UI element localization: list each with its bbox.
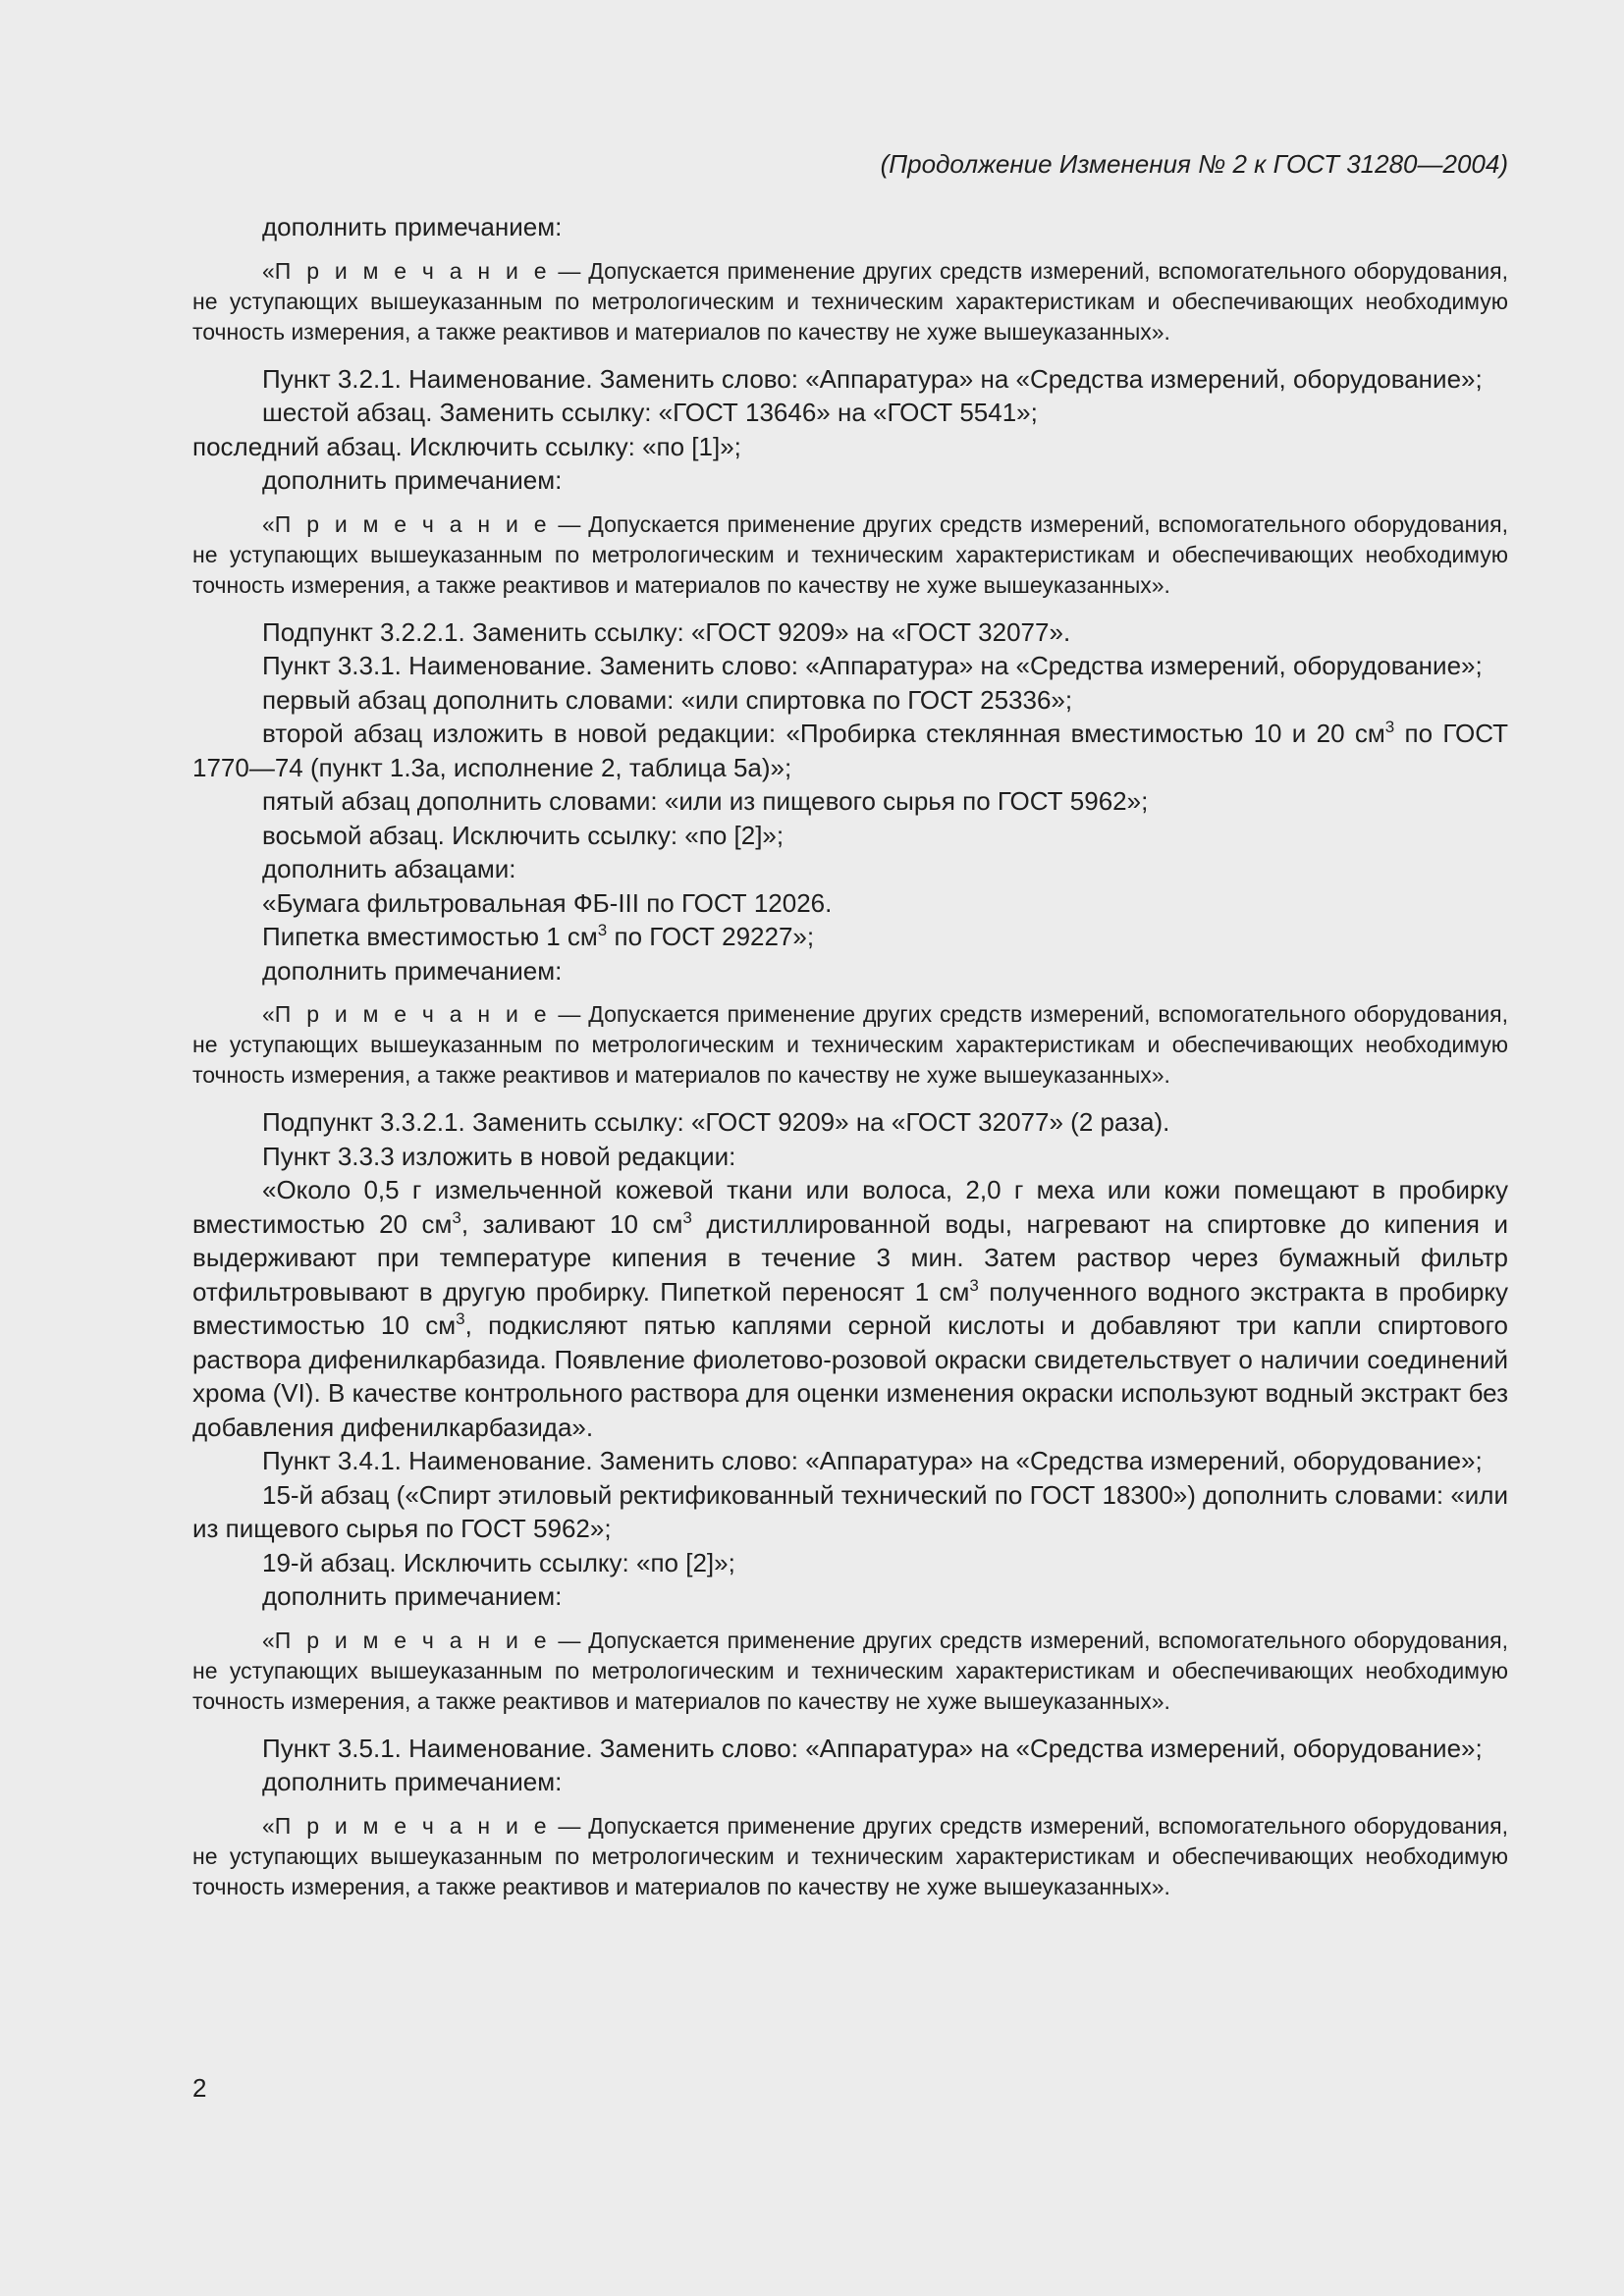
paragraph: дополнить примечанием: xyxy=(262,955,563,986)
paragraph: пятый абзац дополнить словами: «или из пищевого сырья по ГОСТ 5962»; xyxy=(262,786,1149,816)
text-span: Пипетка вместимостью 1 см xyxy=(262,922,598,951)
note: «П р и м е ч а н и е — Допускается применение других средств измерений, вспомогательного оборудования, не уступающих вышеуказанным по метрологическим и техническим характеристикам и обеспечивающих необходимую точность измерения, а также реактивов и материалов по качеству не хуже вышеуказанных». xyxy=(192,257,1508,345)
paragraph: Пункт 3.3.1. Наименование. Заменить слово: «Аппаратура» на «Средства измерений, оборудование»; xyxy=(262,651,1483,680)
note: «П р и м е ч а н и е — Допускается применение других средств измерений, вспомогательного оборудования, не уступающих вышеуказанным по метрологическим и техническим характеристикам и обеспечивающих необходимую точность измерения, а также реактивов и материалов по качеству не хуже вышеуказанных». xyxy=(192,510,1508,598)
text-span: «Около 0,5 г измельченной кожевой ткани или волоса, 2,0 г меха или кожи помещают в пробирку вместимостью 20 см xyxy=(192,1175,1508,1239)
paragraph: Пункт 3.3.3 изложить в новой редакции: xyxy=(262,1141,736,1171)
paragraph xyxy=(192,1173,1508,1444)
note-label: П р и м е ч а н и е xyxy=(274,510,551,537)
text-span: второй абзац изложить в новой редакции: «Пробирка стеклянная вместимостью 10 и 20 см xyxy=(262,719,1385,748)
paragraph: Пункт 3.2.1. Наименование. Заменить слово: «Аппаратура» на «Средства измерений, оборудование»; xyxy=(262,363,1483,394)
superscript: 3 xyxy=(597,921,608,939)
note-text: — Допускается применение других средств измерений, вспомогательного оборудования, не уступающих вышеуказанным по метрологическим и техническим характеристикам и обеспечивающих необходимую точность измерения, а также реактивов и материалов по качеству не хуже вышеуказанных». xyxy=(192,1812,1508,1899)
note-label: П р и м е ч а н и е xyxy=(274,1812,551,1839)
superscript: 3 xyxy=(1384,718,1395,736)
superscript: 3 xyxy=(682,1207,692,1227)
note-text: — Допускается применение других средств измерений, вспомогательного оборудования, не уступающих вышеуказанным по метрологическим и техническим характеристикам и обеспечивающих необходимую точность измерения, а также реактивов и материалов по качеству не хуже вышеуказанных». xyxy=(192,1627,1508,1714)
note-text: — Допускается применение других средств измерений, вспомогательного оборудования, не уступающих вышеуказанным по метрологическим и техническим характеристикам и обеспечивающих необходимую точность измерения, а также реактивов и материалов по качеству не хуже вышеуказанных». xyxy=(192,1001,1508,1088)
note: «П р и м е ч а н и е — Допускается применение других средств измерений, вспомогательного оборудования, не уступающих вышеуказанным по метрологическим и техническим характеристикам и обеспечивающих необходимую точность измерения, а также реактивов и материалов по качеству не хуже вышеуказанных». xyxy=(192,1627,1508,1714)
paragraph: последний абзац. Исключить ссылку: «по [1]»; xyxy=(192,431,741,461)
text-span: полученного водного экстракта в пробирку вместимостью 10 см xyxy=(192,1276,1508,1340)
paragraph: дополнить примечанием: xyxy=(262,1581,563,1611)
note: «П р и м е ч а н и е — Допускается применение других средств измерений, вспомогательного оборудования, не уступающих вышеуказанным по метрологическим и техническим характеристикам и обеспечивающих необходимую точность измерения, а также реактивов и материалов по качеству не хуже вышеуказанных». xyxy=(192,1812,1508,1899)
page-header: (Продолжение Изменения № 2 к ГОСТ 31280—2004) xyxy=(880,149,1508,179)
note: «П р и м е ч а н и е — Допускается применение других средств измерений, вспомогательного оборудования, не уступающих вышеуказанным по метрологическим и техническим характеристикам и обеспечивающих необходимую точность измерения, а также реактивов и материалов по качеству не хуже вышеуказанных». xyxy=(192,1001,1508,1088)
superscript: 3 xyxy=(969,1275,979,1295)
paragraph: дополнить примечанием: xyxy=(262,465,563,495)
paragraph: дополнить абзацами: xyxy=(262,854,516,883)
superscript: 3 xyxy=(456,1309,465,1328)
note-text: — Допускается применение других средств измерений, вспомогательного оборудования, не уступающих вышеуказанным по метрологическим и техническим характеристикам и обеспечивающих необходимую точность измерения, а также реактивов и материалов по качеству не хуже вышеуказанных». xyxy=(192,257,1508,345)
paragraph: 19-й абзац. Исключить ссылку: «по [2]»; xyxy=(262,1547,735,1577)
text-span: дистиллированной воды, нагревают на спиртовке до кипения и выдерживают при температуре кипения в течение 3 мин. Затем раствор через бумажный фильтр отфильтровывают в другую пробирку. Пипеткой переносят 1 см xyxy=(192,1208,1508,1307)
text-span: , подкисляют пятью каплями серной кислоты и добавляют три капли спиртового раствора дифенилкарбазида. Появление фиолетово-розовой окраски свидетельствует о наличии соединений хрома (VI). В качестве контрольного раствора для оценки изменения окраски используют водный экстракт без добавления дифенилкарбазида». xyxy=(192,1310,1509,1442)
note-label: П р и м е ч а н и е xyxy=(274,257,551,284)
text-span: , заливают 10 см xyxy=(460,1208,683,1239)
superscript: 3 xyxy=(452,1207,461,1227)
paragraph: Пункт 3.4.1. Наименование. Заменить слово: «Аппаратура» на «Средства измерений, оборудование»; xyxy=(262,1446,1483,1475)
note-label: П р и м е ч а н и е xyxy=(274,1627,551,1653)
paragraph: восьмой абзац. Исключить ссылку: «по [2]»; xyxy=(262,820,785,850)
paragraph xyxy=(192,717,1508,784)
paragraph: дополнить примечанием: xyxy=(262,1767,563,1796)
paragraph: «Бумага фильтровальная ФБ-III по ГОСТ 12026. xyxy=(262,887,833,918)
paragraph: первый абзац дополнить словами: «или спиртовка по ГОСТ 25336»; xyxy=(262,684,1073,715)
paragraph: Пункт 3.5.1. Наименование. Заменить слово: «Аппаратура» на «Средства измерений, оборудование»; xyxy=(262,1733,1483,1763)
text-span: по ГОСТ 29227»; xyxy=(607,922,815,951)
note-text: — Допускается применение других средств измерений, вспомогательного оборудования, не уступающих вышеуказанным по метрологическим и техническим характеристикам и обеспечивающих необходимую точность измерения, а также реактивов и материалов по качеству не хуже вышеуказанных». xyxy=(192,510,1508,598)
paragraph: 15-й абзац («Спирт этиловый ректификованный технический по ГОСТ 18300») дополнить словами: «или из пищевого сырья по ГОСТ 5962»; xyxy=(192,1479,1508,1543)
paragraph: шестой абзац. Заменить ссылку: «ГОСТ 13646» на «ГОСТ 5541»; xyxy=(262,398,1038,427)
text-span: по ГОСТ 1770—74 (пункт 1.3а, исполнение 2, таблица 5а)»; xyxy=(192,719,1508,782)
paragraph: Подпункт 3.3.2.1. Заменить ссылку: «ГОСТ 9209» на «ГОСТ 32077» (2 раза). xyxy=(262,1107,1170,1137)
paragraph: дополнить примечанием: xyxy=(262,212,563,241)
paragraph: Подпункт 3.2.2.1. Заменить ссылку: «ГОСТ 9209» на «ГОСТ 32077». xyxy=(262,616,1071,647)
page-content xyxy=(192,210,1508,1917)
note-label: П р и м е ч а н и е xyxy=(274,1001,551,1027)
paragraph xyxy=(192,920,1508,954)
page-number: 2 xyxy=(192,2073,207,2103)
